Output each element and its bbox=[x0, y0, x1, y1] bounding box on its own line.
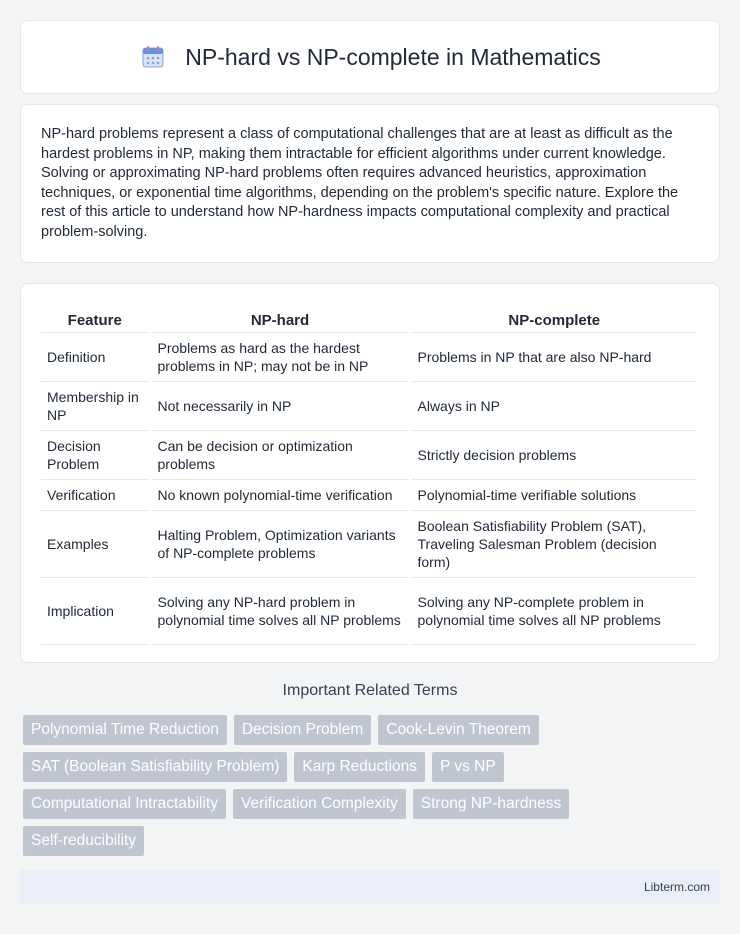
header-feature: Feature bbox=[41, 306, 150, 332]
row-np-complete: Polynomial-time verifiable solutions bbox=[410, 479, 697, 510]
table-row bbox=[41, 430, 697, 479]
tag-verification-complexity[interactable]: Verification Complexity bbox=[233, 789, 406, 819]
row-np-hard: Problems as hard as the hardest problems in NP; may not be in NP bbox=[150, 332, 410, 381]
comparison-card bbox=[20, 283, 720, 663]
row-feature: Verification bbox=[41, 479, 150, 510]
row-feature: Examples bbox=[41, 510, 150, 577]
footer bbox=[20, 870, 720, 904]
table-row bbox=[41, 577, 697, 644]
tag-p-vs-np[interactable]: P vs NP bbox=[432, 752, 504, 782]
related-terms-list bbox=[23, 715, 723, 863]
table-row bbox=[41, 510, 697, 577]
header-card bbox=[20, 20, 720, 94]
intro-card bbox=[20, 104, 720, 263]
header-np-hard: NP-hard bbox=[150, 306, 410, 332]
tag-row bbox=[23, 752, 723, 789]
tag-row bbox=[23, 826, 723, 863]
tag-self-reducibility[interactable]: Self-reducibility bbox=[23, 826, 144, 856]
tag-row bbox=[23, 789, 723, 826]
tag-cook-levin-theorem[interactable]: Cook-Levin Theorem bbox=[378, 715, 538, 745]
calendar-icon bbox=[139, 43, 167, 71]
footer-site-link[interactable]: Libterm.com bbox=[643, 880, 710, 894]
tag-decision-problem[interactable]: Decision Problem bbox=[234, 715, 371, 745]
intro-text: NP-hard problems represent a class of computational challenges that are at least as difficult as the hardest problems in NP, making them intractable for efficient algorithms under current knowledge. Solving or approximating NP-hard problems often requires advanced heuristics, approximation techniques, or exponential time algorithms, depending on the problem's specific nature. Explore the rest of this article to understand how NP-hardness impacts computational complexity and practical problem-solving. bbox=[41, 126, 679, 240]
row-np-hard: Not necessarily in NP bbox=[150, 381, 410, 430]
tag-polynomial-time-reduction[interactable]: Polynomial Time Reduction bbox=[23, 715, 227, 745]
tag-sat[interactable]: SAT (Boolean Satisfiability Problem) bbox=[23, 752, 287, 782]
row-np-hard: No known polynomial-time verification bbox=[150, 479, 410, 510]
header-np-complete: NP-complete bbox=[410, 306, 697, 332]
row-feature: Implication bbox=[41, 577, 150, 644]
tag-karp-reductions[interactable]: Karp Reductions bbox=[294, 752, 425, 782]
table-row bbox=[41, 381, 697, 430]
table-row bbox=[41, 332, 697, 381]
tag-strong-np-hardness[interactable]: Strong NP-hardness bbox=[413, 789, 569, 819]
tag-row bbox=[23, 715, 723, 752]
table-row bbox=[41, 479, 697, 510]
row-np-complete: Problems in NP that are also NP-hard bbox=[410, 332, 697, 381]
row-feature: Membership in NP bbox=[41, 381, 150, 430]
row-np-hard: Solving any NP-hard problem in polynomial time solves all NP problems bbox=[150, 577, 410, 644]
row-np-hard: Halting Problem, Optimization variants of NP-complete problems bbox=[150, 510, 410, 577]
row-np-complete: Always in NP bbox=[410, 381, 697, 430]
row-feature: Decision Problem bbox=[41, 430, 150, 479]
related-terms-title: Important Related Terms bbox=[282, 682, 458, 699]
tag-computational-intractability[interactable]: Computational Intractability bbox=[23, 789, 226, 819]
row-np-complete: Boolean Satisfiability Problem (SAT), Traveling Salesman Problem (decision form) bbox=[410, 510, 697, 577]
page-title: NP-hard vs NP-complete in Mathematics bbox=[185, 43, 601, 70]
comparison-table bbox=[41, 306, 697, 645]
table-header-row bbox=[41, 306, 697, 332]
row-np-complete: Strictly decision problems bbox=[410, 430, 697, 479]
row-np-complete: Solving any NP-complete problem in polynomial time solves all NP problems bbox=[410, 577, 697, 644]
row-feature: Definition bbox=[41, 332, 150, 381]
row-np-hard: Can be decision or optimization problems bbox=[150, 430, 410, 479]
